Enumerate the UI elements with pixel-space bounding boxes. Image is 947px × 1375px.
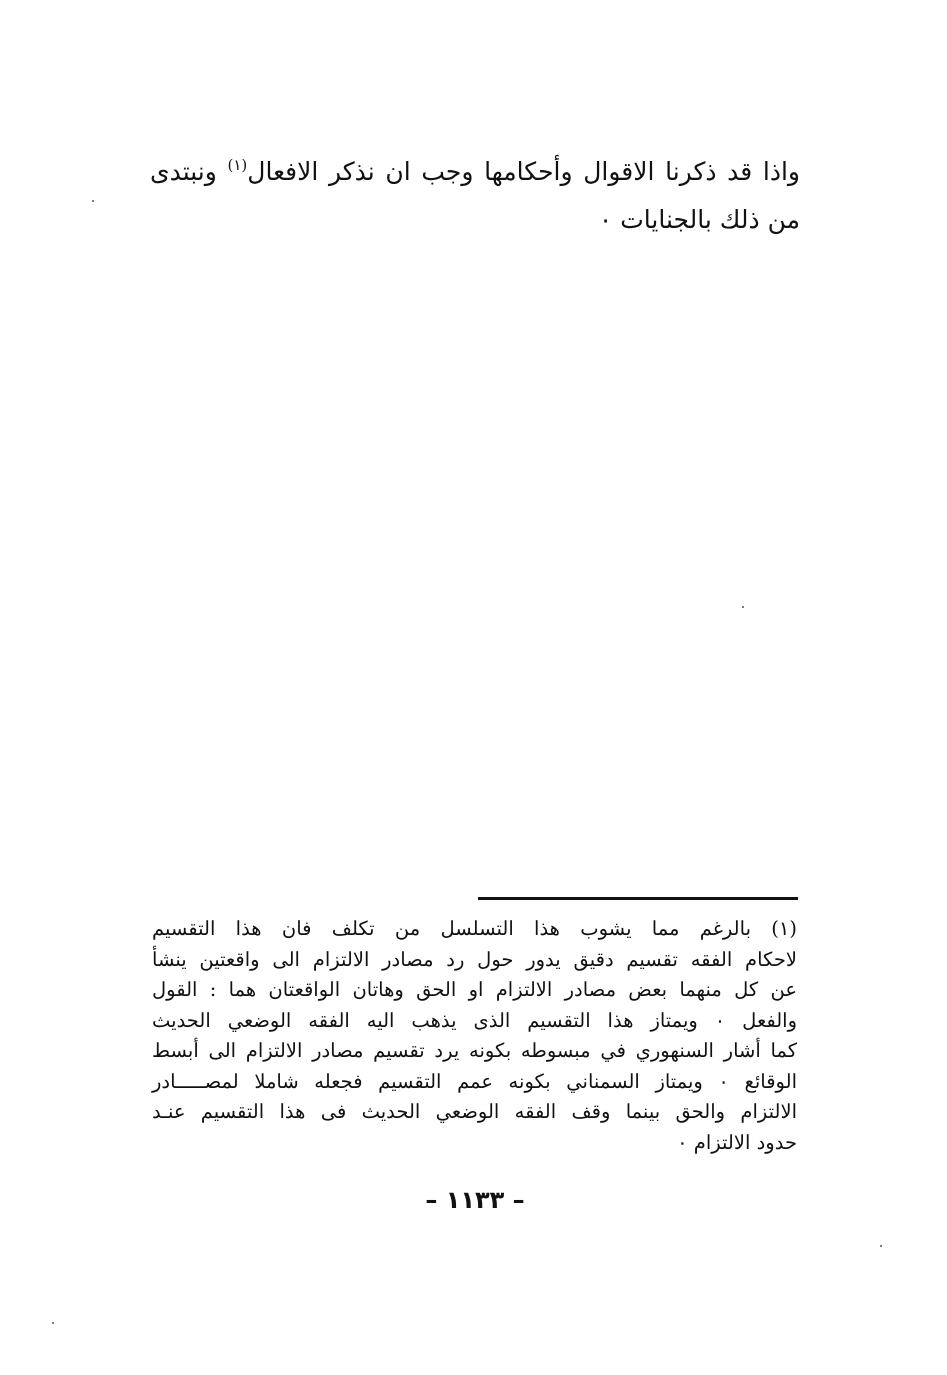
scan-speck bbox=[880, 1245, 882, 1247]
body-line-1 bbox=[150, 148, 800, 196]
footnote bbox=[152, 914, 797, 1158]
footnote-line: كما أشار السنهوري في مبسوطه بكونه يرد تقسيم مصادر الالتزام الى أبسط bbox=[152, 1039, 797, 1062]
scan-speck bbox=[52, 1322, 54, 1324]
page-number: – ١١٣٣ – bbox=[425, 1186, 525, 1214]
footnote-line: والفعل ٠ ويمتاز هذا التقسيم الذى يذهب اليه الفقه الوضعي الحديث bbox=[152, 1008, 797, 1032]
footnote-line: حدود الالتزام ٠ bbox=[677, 1130, 797, 1154]
footnote-line: لاحكام الفقه تقسيم دقيق يدور حول رد مصادر الالتزام الى واقعتين ينشأ bbox=[152, 947, 797, 971]
footnote-line: الالتزام والحق بينما وقف الفقه الوضعي الحديث فى هذا التقسيم عنـد bbox=[152, 1100, 797, 1123]
footnote-reference[interactable]: (١) bbox=[227, 156, 248, 174]
footnote-line: الوقائع ٠ ويمتاز السمناني بكونه عمم التقسيم فجعله شاملا لمصـــــادر bbox=[152, 1069, 797, 1093]
body-line-2: من ذلك بالجنايات ٠ bbox=[598, 205, 800, 234]
footnote-separator bbox=[478, 897, 798, 900]
body-line-1-text: واذا قد ذكرنا الاقوال وأحكامها وجب ان نذكر الافعال bbox=[247, 157, 800, 186]
scan-speck bbox=[742, 606, 744, 608]
footnote-line: عن كل منهما بعض مصادر الالتزام او الحق وهاتان الواقعتان هما : القول bbox=[152, 978, 797, 1001]
body-line-1-end: ونبتدى bbox=[150, 157, 217, 186]
scan-speck bbox=[92, 200, 94, 202]
body-paragraph bbox=[150, 148, 800, 244]
footnote-line: (١) بالرغم مما يشوب هذا التسلسل من تكلف فان هذا التقسيم bbox=[152, 917, 797, 940]
